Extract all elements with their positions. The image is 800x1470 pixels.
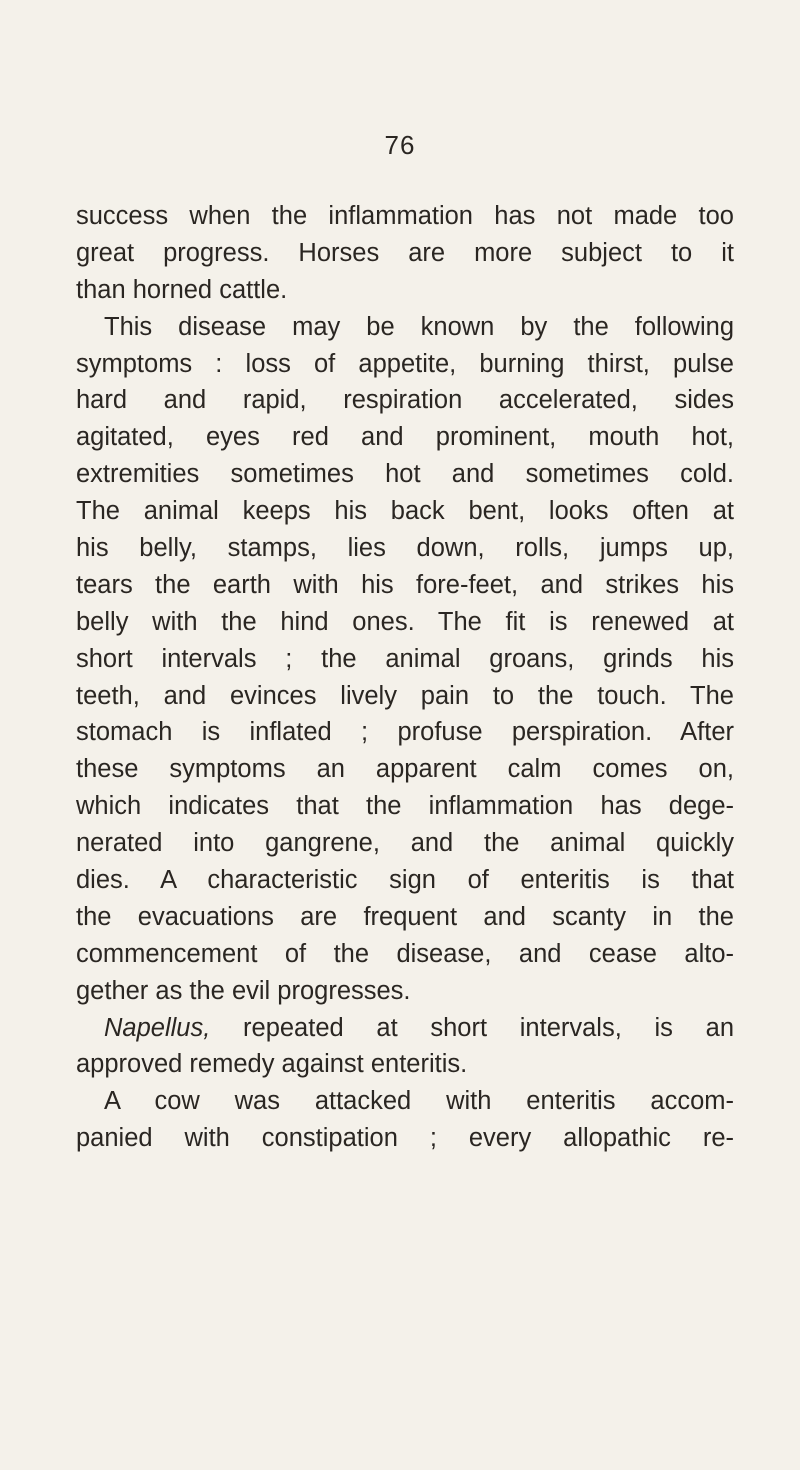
text-line: these symptoms an apparent calm comes on, [76,755,734,784]
text-line: nerated into gangrene, and the animal quickly [76,829,734,858]
text-line: which indicates that the inflammation has dege- [76,792,734,821]
text-line: dies. A characteristic sign of enteritis is that [76,866,734,895]
text-line: hard and rapid, respiration accelerated, sides [76,386,734,415]
text-line: belly with the hind ones. The fit is renewed at [76,607,734,636]
text-line: great progress. Horses are more subject to it [76,238,734,267]
text-line: gether as the evil progresses. [76,976,411,1005]
text-line: The animal keeps his back bent, looks often at [76,497,734,526]
text-line [76,1010,734,1047]
text-line-rest: repeated at short intervals, is an [210,1013,734,1042]
page-number: 76 [384,130,416,160]
text-line: stomach is inflated ; profuse perspiration. After [76,718,734,747]
text-line: panied with constipation ; every allopathic re- [76,1124,734,1153]
text-line: tears the earth with his fore-feet, and strikes his [76,570,734,599]
text-line: success when the inflammation has not made too [76,202,734,230]
text-line: teeth, and evinces lively pain to the touch. The [76,681,734,710]
text-line: short intervals ; the animal groans, grinds his [76,644,734,673]
text-line: symptoms : loss of appetite, burning thirst, pulse [76,349,734,378]
text-line: his belly, stamps, lies down, rolls, jumps up, [76,534,734,563]
body-text [76,198,734,1157]
text-line: extremities sometimes hot and sometimes cold. [76,460,734,489]
text-line: agitated, eyes red and prominent, mouth hot, [76,423,734,452]
text-line: commencement of the disease, and cease alto- [76,939,734,968]
text-line: approved remedy against enteritis. [76,1050,468,1079]
text-line: A cow was attacked with enteritis accom- [104,1087,734,1116]
text-line: This disease may be known by the following [104,312,734,341]
remedy-name: Napellus, [104,1013,211,1042]
text-line: the evacuations are frequent and scanty in the [76,902,734,931]
text-line: than horned cattle. [76,275,288,304]
